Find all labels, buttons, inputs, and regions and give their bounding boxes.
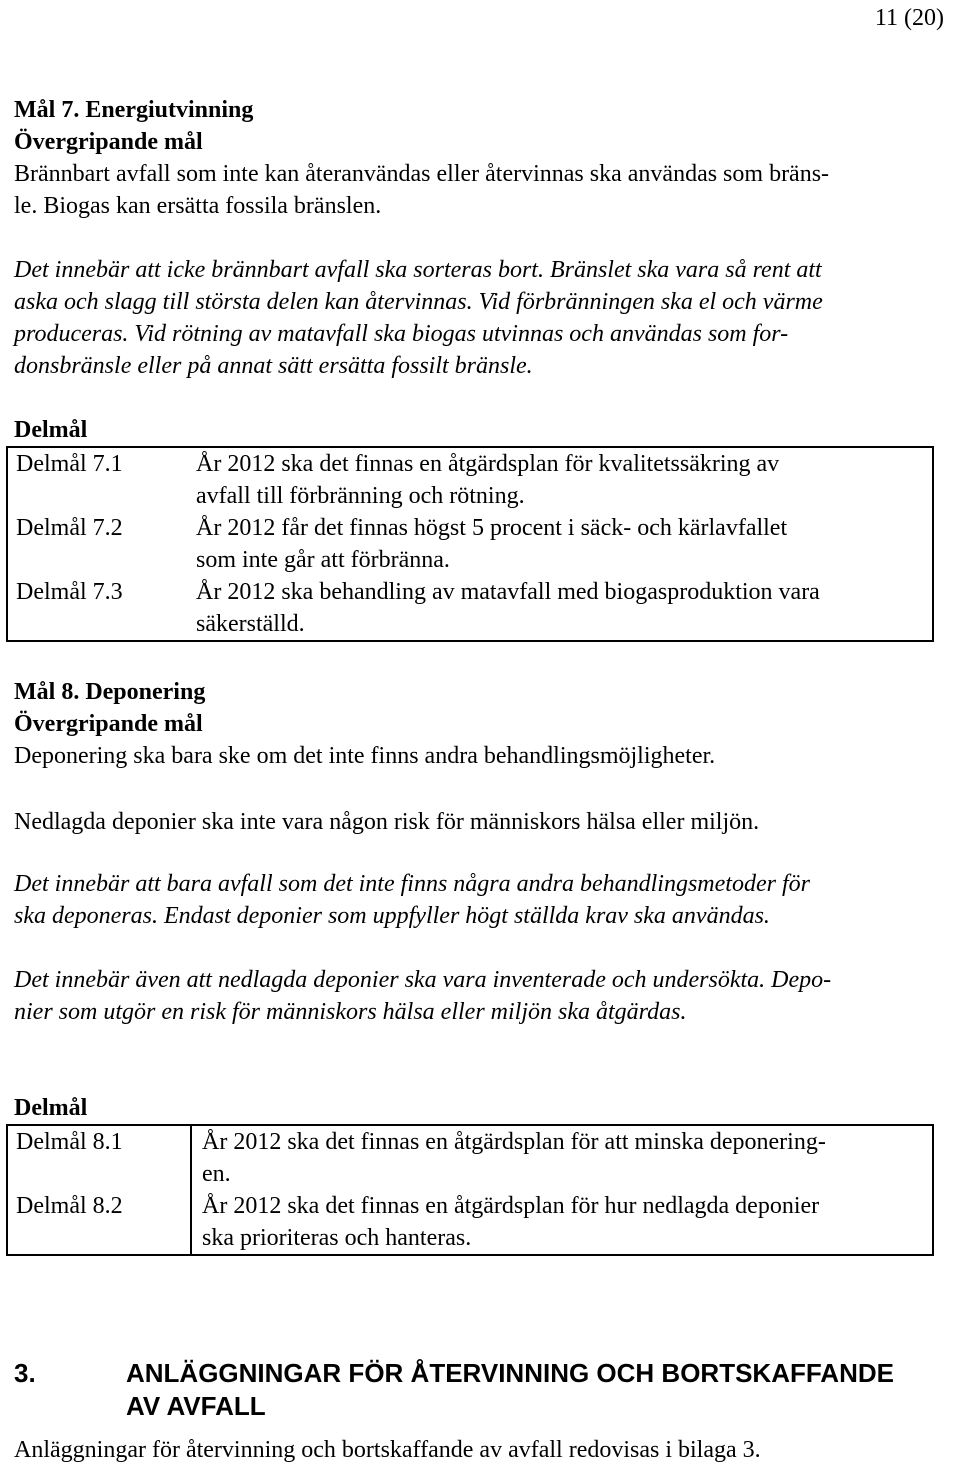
goal-8-overall-heading: Övergripande mål <box>14 711 203 737</box>
subgoal-text: År 2012 ska behandling av matavfall med biogasproduktion vara säkerställd. <box>196 579 820 637</box>
goal-7-overall-heading: Övergripande mål <box>14 129 203 155</box>
goal-7-implication: produceras. Vid rötning av matavfall ska biogas utvinnas och användas som for- <box>14 321 789 347</box>
subgoal-label: Delmål 8.1 <box>16 1129 123 1155</box>
subgoal-label: Delmål 7.3 <box>16 579 123 605</box>
goal-8-overall-text: Deponering ska bara ske om det inte finns andra behandlingsmöjligheter. <box>14 743 716 769</box>
goal-8-title: Mål 8. Deponering <box>14 679 206 705</box>
subgoal-label: Delmål 7.1 <box>16 451 123 477</box>
goal-8-subgoals-heading: Delmål <box>14 1095 88 1121</box>
goal-8-implication: Det innebär även att nedlagda deponier ska vara inventerade och undersökta. Depo- <box>14 967 832 993</box>
goal-7-title: Mål 7. Energiutvinning <box>14 97 254 123</box>
goal-7-subgoals-heading: Delmål <box>14 417 88 443</box>
table-row <box>7 447 933 512</box>
subgoal-text: År 2012 ska det finnas en åtgärdsplan för hur nedlagda deponier ska prioriteras och hanteras. <box>191 1190 933 1255</box>
subgoal-label: Delmål 7.2 <box>16 515 123 541</box>
table-row <box>7 1125 933 1190</box>
goal-7-overall-text: le. Biogas kan ersätta fossila bränslen. <box>14 193 382 219</box>
section-3-body: Anläggningar för återvinning och bortskaffande av avfall redovisas i bilaga 3. <box>14 1437 761 1463</box>
goal-7-implication: aska och slagg till största delen kan återvinnas. Vid förbränningen ska el och värme <box>14 289 823 315</box>
goal-7-implication: donsbränsle eller på annat sätt ersätta fossilt bränsle. <box>14 353 533 379</box>
subgoal-label: Delmål 8.2 <box>16 1193 123 1219</box>
subgoal-text: År 2012 får det finnas högst 5 procent i säck- och kärlavfallet som inte går att förbränna. <box>196 515 788 573</box>
goal-8-implication: ska deponeras. Endast deponier som uppfyller högt ställda krav ska användas. <box>14 903 770 929</box>
goal-7-implication: Det innebär att icke brännbart avfall ska sorteras bort. Bränslet ska vara så rent att <box>14 257 822 283</box>
table-row <box>7 512 933 576</box>
goal-8-overall-text: Nedlagda deponier ska inte vara någon risk för människors hälsa eller miljön. <box>14 809 760 835</box>
goal-8-implication: Det innebär att bara avfall som det inte finns några andra behandlingsmetoder för <box>14 871 810 897</box>
goal-8-subgoals-table <box>6 1124 934 1256</box>
section-3-title: AV AVFALL <box>126 1391 266 1421</box>
subgoal-text: År 2012 ska det finnas en åtgärdsplan för att minska deponering- en. <box>191 1125 933 1190</box>
section-3-number: 3. <box>14 1358 36 1388</box>
goal-7-overall-text: Brännbart avfall som inte kan återanvändas eller återvinnas ska användas som bräns- <box>14 161 830 187</box>
table-row <box>7 576 933 641</box>
goal-7-subgoals-table <box>6 446 934 642</box>
section-3-title: ANLÄGGNINGAR FÖR ÅTERVINNING OCH BORTSKAFFANDE <box>126 1358 894 1388</box>
goal-8-implication: nier som utgör en risk för människors hälsa eller miljön ska åtgärdas. <box>14 999 687 1025</box>
subgoal-text: År 2012 ska det finnas en åtgärdsplan för kvalitetssäkring av avfall till förbränning och rötning. <box>196 451 780 509</box>
table-row <box>7 1190 933 1255</box>
page-number: 11 (20) <box>874 5 944 31</box>
